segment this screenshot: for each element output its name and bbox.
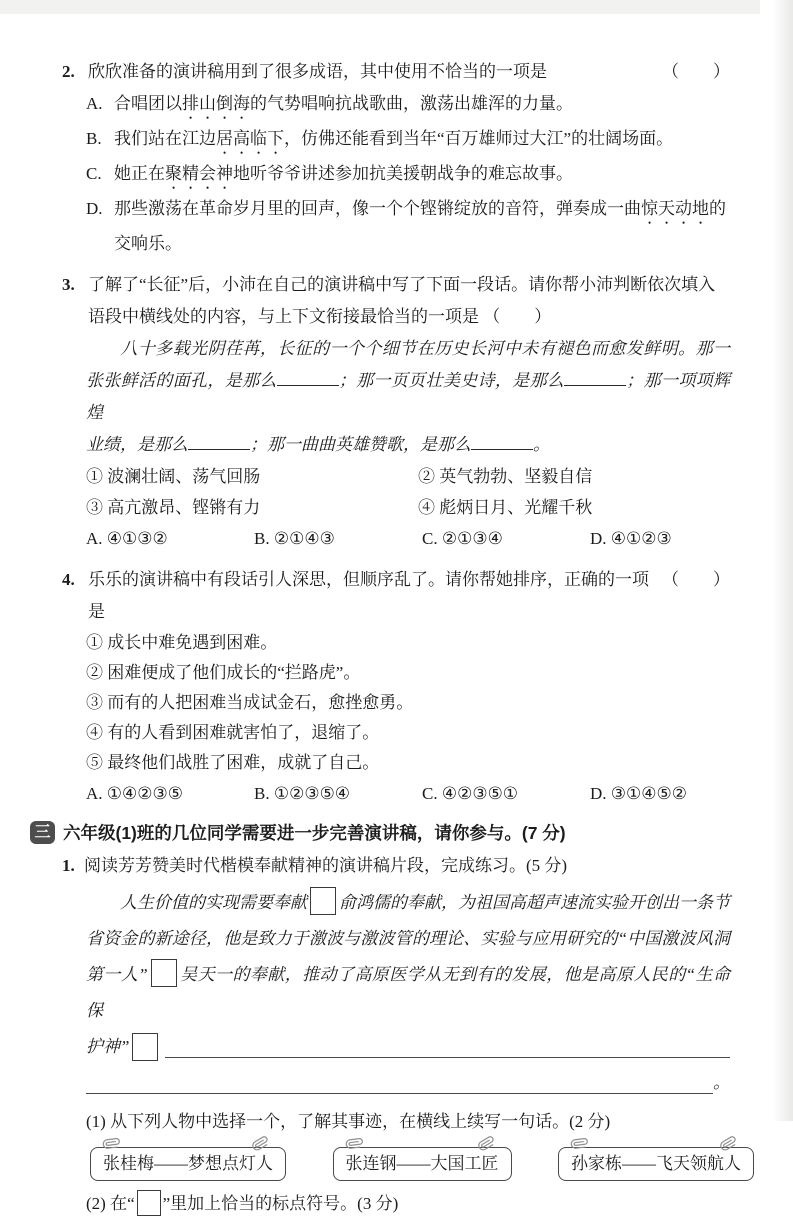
question-2-option-b (62, 123, 730, 158)
subquestion-1-text: 阅读芳芳赞美时代楷模奉献精神的演讲稿片段，完成练习。(5 分) (84, 856, 568, 875)
fill-blank-1[interactable] (277, 371, 339, 386)
question-2 (62, 56, 730, 259)
person-card-text: 张连钢——大国工匠 (345, 1154, 499, 1173)
sentence-item-2: ② 困难便成了他们成长的“拦路虎”。 (86, 663, 361, 682)
question-4-answer-bracket[interactable]: （ ） (662, 570, 730, 589)
sentence-item-1: ① 成长中难免遇到困难。 (86, 633, 278, 652)
fill-blank-2[interactable] (564, 371, 626, 386)
person-card-sun-jiadong (558, 1147, 754, 1181)
page-content (34, 56, 741, 1219)
question-3 (62, 269, 730, 554)
sentence-item-3: ③ 而有的人把困难当成试金石，愈挫愈勇。 (86, 693, 414, 712)
question-4-number: 4. (62, 570, 75, 589)
page-edge-top (0, 0, 760, 14)
paperclip-icon (476, 1133, 497, 1154)
option-text: 她正在聚精会神地听爷爷讲述参加抗美援朝战争的难忘故事。 (114, 164, 573, 183)
choice-a: A. ④①③② (86, 529, 168, 548)
question-2-stem: 欣欣准备的演讲稿用到了很多成语，其中使用不恰当的一项是 (88, 62, 547, 81)
section-number-badge: 三 (30, 821, 55, 844)
person-card-text: 张桂梅——梦想点灯人 (103, 1154, 273, 1173)
answer-write-line-2[interactable] (86, 1092, 713, 1094)
option-label: C. (86, 164, 102, 183)
subquestion-1-number: 1. (62, 856, 75, 875)
person-card-zhang-guimei (90, 1147, 286, 1181)
question-3-answer-bracket[interactable]: （ ） (483, 307, 552, 326)
numbered-option-4: ④ 彪炳日月、光耀千秋 (418, 498, 593, 517)
numbered-option-2: ② 英气勃勃、坚毅自信 (418, 467, 593, 486)
punctuation-box-1[interactable] (310, 887, 336, 915)
numbered-option-1: ① 波澜壮阔、荡气回肠 (86, 467, 261, 486)
question-2-number: 2. (62, 62, 75, 81)
subquestion-1-1-number: (1) (86, 1112, 106, 1131)
paperclip-icon (718, 1133, 739, 1154)
subquestion-1 (62, 851, 730, 881)
section-three-title: 六年级(1)班的几位同学需要进一步完善演讲稿，请你参与。(7 分) (63, 822, 566, 843)
question-2-option-d (62, 193, 730, 259)
subquestion-1-2-number: (2) (86, 1194, 106, 1213)
option-text: 那些激荡在革命岁月里的回声，像一个个铿锵绽放的音符，弹奏成一曲惊天动地的交响乐。 (114, 199, 726, 253)
choice-d: D. ④①②③ (590, 529, 672, 548)
section-three-header (30, 817, 730, 847)
punctuation-box-inline[interactable] (137, 1190, 161, 1216)
option-label: A. (86, 94, 103, 113)
speech-passage: 人生价值的实现需要奉献 俞鸿儒的奉献，为祖国高超声速流实验开创出一条节 省资金的新途径，他是致力于激波与激波管的理论、实验与应用研究的“中国激波风洞 第一人” 吴天一的奉献，推动了高原医学从无到有的发展，他是高原人民的“生命保 护神” 。 (62, 885, 730, 1101)
option-label: D. (86, 199, 103, 218)
answer-write-line-1[interactable] (165, 1056, 730, 1058)
person-cards (90, 1147, 754, 1181)
idiom-emphasized: 居高临下 (216, 129, 284, 148)
choice-d: D. ③①④⑤② (590, 784, 687, 803)
subquestion-1-1 (62, 1107, 730, 1137)
question-4-stem: 乐乐的演讲稿中有段话引人深思，但顺序乱了。请你帮她排序，正确的一项是 (88, 570, 649, 621)
idiom-emphasized: 聚精会神 (165, 164, 233, 183)
subquestion-1-2-text-pre: 在“ (110, 1194, 135, 1213)
question-2-option-c (62, 158, 730, 193)
quoted-paragraph: 八十多载光阴荏苒，长征的一个个细节在历史长河中未有褪色而愈发鲜明。那一 张张鲜活的面孔，是那么 ；那一页页壮美史诗，是那么 ；那一项项辉煌 业绩，是那么 ；那一曲曲英雄赞歌，是那么 。 (86, 339, 731, 454)
choice-c: C. ②①③④ (422, 529, 503, 548)
choice-b: B. ②①④③ (254, 529, 335, 548)
idiom-emphasized: 排山倒海 (182, 94, 250, 113)
subquestion-1-2-text-post: ”里加上恰当的标点符号。(3 分) (162, 1194, 399, 1213)
question-3-numbered-options (62, 461, 730, 523)
question-2-answer-bracket[interactable]: （ ） (662, 62, 730, 81)
fill-blank-3[interactable] (188, 435, 250, 450)
sentence-item-5: ⑤ 最终他们战胜了困难，成就了自己。 (86, 753, 380, 772)
option-text: 我们站在江边居高临下，仿佛还能看到当年“百万雄师过大江”的壮阔场面。 (114, 129, 674, 148)
option-text: 合唱团以排山倒海的气势唱响抗战歌曲，激荡出雄浑的力量。 (114, 94, 573, 113)
idiom-emphasized: 惊天动地 (641, 199, 709, 218)
sentence-item-4: ④ 有的人看到困难就害怕了，退缩了。 (86, 723, 380, 742)
fill-blank-4[interactable] (471, 435, 533, 450)
paperclip-icon (250, 1133, 271, 1154)
subquestion-1-2 (62, 1189, 730, 1219)
numbered-option-3: ③ 高亢激昂、铿锵有力 (86, 498, 261, 517)
question-3-stem: 了解了“长征”后，小沛在自己的演讲稿中写了下面一段话。请你帮小沛判断依次填入语段中横线处的内容，与上下文衔接最恰当的一项是 (88, 275, 716, 326)
question-4 (62, 564, 730, 809)
punctuation-box-3[interactable] (132, 1033, 158, 1061)
person-card-zhang-liangang (333, 1147, 512, 1181)
question-3-choices (62, 523, 730, 554)
page-edge-right (773, 0, 793, 1121)
question-4-items (62, 628, 730, 778)
choice-b: B. ①②③⑤④ (254, 784, 351, 803)
question-3-number: 3. (62, 275, 75, 294)
choice-c: C. ④②③⑤① (422, 784, 519, 803)
question-4-choices (62, 778, 730, 809)
person-card-text: 孙家栋——飞天领航人 (571, 1154, 741, 1173)
question-2-option-a (62, 88, 730, 123)
sentence-period: 。 (713, 1073, 730, 1092)
punctuation-box-2[interactable] (151, 959, 177, 987)
subquestion-1-1-text: 从下列人物中选择一个，了解其事迹，在横线上续写一句话。(2 分) (110, 1112, 611, 1131)
choice-a: A. ①④②③⑤ (86, 784, 183, 803)
option-label: B. (86, 129, 102, 148)
